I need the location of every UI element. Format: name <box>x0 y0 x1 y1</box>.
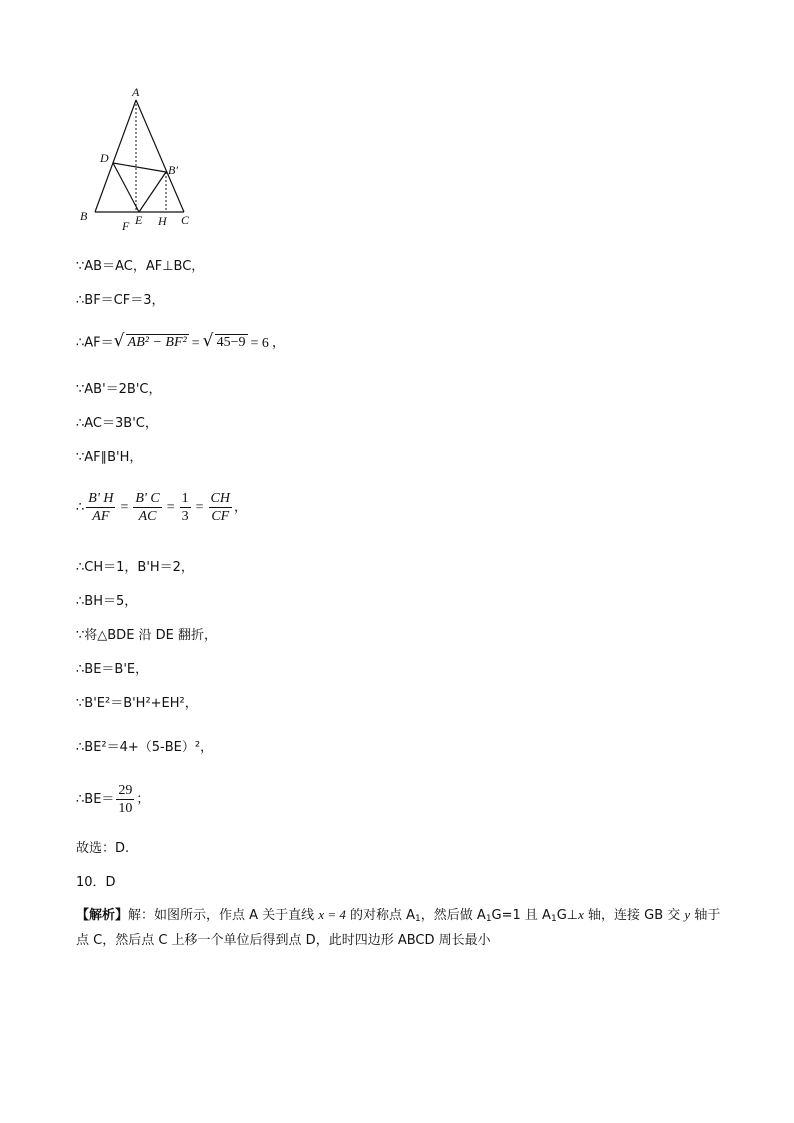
label-e: E <box>135 213 143 227</box>
segment-db-prime <box>113 163 166 172</box>
step-line-12: ∵B'E²＝B'H²+EH²， <box>76 696 198 711</box>
step-line-13: ∴BE²＝4+（5-BE）²， <box>76 740 214 755</box>
equals-sign: = <box>120 500 129 515</box>
label-d: D <box>100 151 109 165</box>
geometry-figure <box>78 84 208 234</box>
step-line-14-prefix: ∴BE＝ <box>76 792 115 807</box>
fraction-denominator: 3 <box>181 509 189 524</box>
fraction-numerator: CH <box>210 491 230 506</box>
analysis-tag: 【解析】 <box>76 908 129 923</box>
segment-eb-prime <box>139 172 166 212</box>
step-line-7-suffix: ， <box>234 500 248 515</box>
analysis-paragraph <box>76 904 726 952</box>
equals-six: = 6 <box>250 335 269 351</box>
sqrt-45-9: √ 45−9 <box>202 331 246 351</box>
analysis-text: 轴于点 C，然后点 C 上移一个单位后得到点 D，此时四边形 ABCD 周长最小 <box>76 908 721 948</box>
step-line-14-suffix: ； <box>136 792 150 807</box>
question-number: 10．D <box>76 875 116 890</box>
analysis-text: 解：如图所示，作点 A 关于直线 <box>128 908 315 923</box>
radicand-ab-bf: AB² − BF² <box>127 335 187 350</box>
segment-ac <box>136 100 184 212</box>
fraction-bh-af <box>86 490 115 525</box>
sqrt-ab-bf: √ AB² − BF² <box>113 331 187 351</box>
label-f: F <box>122 219 130 233</box>
fraction-29-10 <box>116 782 134 817</box>
step-line-5: ∴AC＝3B'C， <box>76 416 158 431</box>
variable-x: x <box>578 907 584 922</box>
step-line-8: ∴CH＝1，B'H＝2， <box>76 560 194 575</box>
subscript: 1 <box>415 914 421 924</box>
label-c: C <box>181 213 190 227</box>
radicand-45-9: 45−9 <box>216 335 246 350</box>
fraction-denominator: AC <box>138 509 157 524</box>
fraction-bc-ac <box>133 490 161 525</box>
step-line-10: ∵将△BDE 沿 DE 翻折， <box>76 628 218 643</box>
fraction-numerator: B' H <box>88 491 114 506</box>
step-line-1: ∵AB＝AC，AF⊥BC， <box>76 259 205 274</box>
fraction-numerator: 29 <box>118 783 133 798</box>
subscript: 1 <box>550 914 557 924</box>
variable-y: y <box>684 907 691 922</box>
label-h: H <box>158 214 167 228</box>
step-line-4: ∵AB'＝2B'C， <box>76 382 162 397</box>
fraction-denominator: CF <box>211 509 230 524</box>
fraction-numerator: B' C <box>135 491 160 506</box>
step-line-3-prefix: ∴AF＝ <box>76 335 114 351</box>
segment-de <box>113 163 139 212</box>
fraction-ch-cf <box>209 490 232 525</box>
step-line-2: ∴BF＝CF＝3， <box>76 293 165 308</box>
analysis-text: 的对称点 A <box>350 908 416 923</box>
analysis-text: ，然后做 A <box>420 908 486 923</box>
step-line-3 <box>76 331 285 353</box>
analysis-text: 轴，连接 GB 交 <box>588 908 681 923</box>
step-line-11: ∴BE＝B'E， <box>76 662 149 677</box>
equals-sign: = <box>195 500 204 515</box>
analysis-text: G⊥ <box>556 908 579 923</box>
line-equation: x = 4 <box>318 907 346 922</box>
subscript: 1 <box>485 914 492 924</box>
answer-choice: 故选：D. <box>76 841 130 856</box>
equals-sign: = <box>166 500 175 515</box>
step-line-7-prefix: ∴ <box>76 500 85 515</box>
label-b-prime: B′ <box>168 163 178 177</box>
label-a: A <box>132 85 140 99</box>
fraction-denominator: AF <box>92 509 110 524</box>
equals-sign: = <box>191 335 200 351</box>
fraction-numerator: 1 <box>181 491 189 506</box>
fraction-denominator: 10 <box>118 801 133 816</box>
fraction-one-third <box>180 490 191 525</box>
analysis-text: G=1 且 A <box>491 908 551 923</box>
step-line-9: ∴BH＝5， <box>76 594 138 609</box>
step-line-3-suffix: ， <box>271 335 285 351</box>
step-line-14 <box>76 782 149 817</box>
step-line-6: ∵AF∥B'H， <box>76 450 143 465</box>
step-line-7 <box>76 490 247 525</box>
label-b: B <box>80 209 88 223</box>
